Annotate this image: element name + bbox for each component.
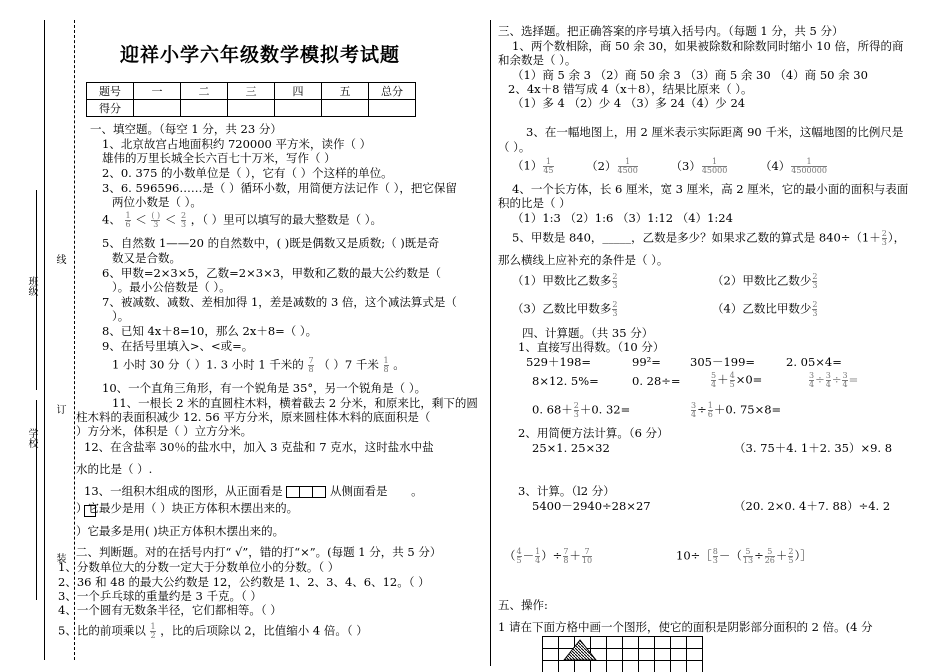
numerator: 4 [729, 371, 735, 380]
choice-5a [512, 230, 905, 247]
question-2: 2、0. 375 的小数单位是（ ），它有（ ）个这样的单位。 [102, 166, 393, 180]
numerator: 2 [788, 547, 794, 556]
fraction [543, 158, 553, 175]
denominator: 45 [543, 166, 554, 175]
fraction [842, 372, 847, 389]
question-3b: 两位小数是（ ）。 [112, 195, 202, 209]
fraction [384, 357, 389, 374]
drawing-grid[interactable] [542, 636, 703, 672]
expr-part: 10÷［ [676, 548, 712, 563]
calc-3b: （20. 2×0. 4＋7. 88）÷4. 2 [734, 499, 891, 513]
question-13a [84, 484, 423, 498]
q9-part-c: 。 [393, 357, 405, 372]
calc-1-row2b: 0. 28÷= [632, 374, 681, 388]
question-11b: 柱木料的表面积减少 12. 56 平方分米，原来圆柱体木料的底面积是（ [76, 410, 431, 424]
expr-part: －（ [718, 548, 742, 563]
q9-part-a: 1 小时 30 分（ ）1. 3 小时 1 千米的 [112, 357, 304, 372]
c5-opt3: （3）乙数比甲数多 [512, 301, 612, 316]
fraction [882, 230, 887, 247]
denominator: 45000 [701, 166, 728, 175]
calc-1-row3a [532, 402, 630, 419]
score-header-cell: 题号 [87, 83, 134, 100]
j5-suffix: ，比的后项除以 2，比值缩小 4 倍。（ ） [160, 623, 368, 638]
question-10: 10、一个直角三角形，有一个锐角是 35°，另一个锐角是（ ）。 [102, 381, 427, 395]
c5-text: 5、甲数是 840，_____，乙数是多少？如果求乙数的算式是 840÷（1＋ [512, 230, 881, 245]
class-label: 班级 [26, 276, 37, 296]
choice-4-options: （1）1:3 （2）1:6 （3）1:12 （4）1:24 [512, 211, 733, 225]
divide: ÷ [831, 372, 842, 387]
denominator: 4500 [617, 166, 638, 175]
numerator: 5 [743, 548, 753, 557]
denominator: 4 [809, 380, 815, 389]
question-13d: ）它最少是用（ ）块正方体积木摆出来的。 [76, 501, 299, 515]
q13-end: 。 [411, 484, 423, 498]
score-header-row [87, 83, 416, 100]
question-13e: ）它最多是用( )块正方体积木摆出来的。 [76, 524, 285, 538]
cube-front-view [299, 486, 313, 498]
numerator: 1 [702, 158, 727, 167]
denominator: 8 [308, 365, 314, 374]
denominator: 4 [691, 410, 697, 419]
question-4 [102, 212, 382, 229]
c5-opt1: （1）甲数比乙数多 [512, 273, 612, 288]
fraction [308, 357, 313, 374]
score-header-cell: 一 [134, 83, 181, 100]
denominator: 3 [812, 309, 818, 318]
plus: ＋ [775, 548, 788, 563]
numerator: 3 [842, 371, 848, 380]
ding-label: 订 [54, 404, 65, 414]
numerator: 2 [881, 229, 887, 238]
score-cell[interactable] [275, 100, 322, 117]
question-7b: ）。 [112, 309, 130, 323]
score-row [87, 100, 416, 117]
choice-1-options: （1）商 5 余 3 （2）商 50 余 3 （3）商 5 余 30 （4）商 50 余 30 [512, 68, 868, 82]
choice-4a: 4、一个长方体，长 6 厘米，宽 3 厘米，高 2 厘米，它的最小面的面积与表面 [512, 182, 909, 196]
question-12a: 12、在含盐率 30％的盐水中，加入 3 克盐和 7 克水，这时盐水中盐 [84, 440, 434, 454]
calc-3d [676, 548, 812, 565]
question-9-items [112, 357, 405, 374]
times-zero: ×0= [735, 372, 763, 387]
shaded-triangle [542, 636, 702, 672]
denominator: 8 [383, 365, 389, 374]
cube-front-view [286, 486, 300, 498]
equals: = [848, 372, 859, 387]
numerator: 1 [618, 158, 638, 167]
q9-part-b: （ ）7 千米 [318, 357, 379, 372]
choice-5-option-1 [512, 273, 618, 290]
column-divider [490, 20, 491, 666]
calc-1-row2d [808, 372, 858, 389]
numerator: 2 [612, 272, 618, 281]
denominator: 3 [181, 220, 187, 229]
minus: － [522, 548, 535, 563]
denominator: 5 [729, 380, 735, 389]
denominator: 5 [788, 556, 794, 565]
denominator: 3 [153, 220, 159, 229]
less-than: ＜ [135, 212, 147, 227]
question-1b: 雄伟的万里长城全长六百七十万米，写作（ ） [102, 151, 336, 165]
denominator: 3 [712, 556, 718, 565]
fraction [563, 548, 568, 565]
calc-1-row3b [690, 402, 781, 419]
section-4-heading: 四、计算题。（共 35 分） [522, 326, 654, 340]
calc-1-row2c [710, 372, 762, 389]
denominator: 4 [825, 380, 831, 389]
numerator: 1 [535, 547, 541, 556]
numerator: 3 [825, 371, 831, 380]
section-3-heading: 三、选择题。把正确答案的序号填入括号内。（每题 1 分，共 5 分） [498, 24, 844, 38]
fraction [150, 623, 155, 640]
c3-opt3: （3） [670, 158, 701, 173]
choice-5-option-2 [712, 273, 818, 290]
question-11c: ）方分米，体积是（ ）立方分米。 [76, 424, 253, 438]
c5-opt4: （4）乙数比甲数少 [712, 301, 812, 316]
denominator: 26 [764, 556, 775, 565]
fraction [582, 548, 592, 565]
section-5-heading: 五、操作: [498, 598, 548, 612]
question-5a: 5、自然数 1——20 的自然数中，( )既是偶数又是质数;（ )既是奇 [102, 236, 440, 250]
score-row-label: 得分 [87, 100, 134, 117]
score-cell[interactable] [322, 100, 369, 117]
denominator: 3 [881, 238, 887, 247]
fraction [812, 301, 817, 318]
denominator: 3 [612, 281, 618, 290]
question-6a: 6、甲数=2×3×5，乙数=2×3×3，甲数和乙数的最大公约数是（ [102, 266, 442, 280]
j5-prefix: 5、比的前项乘以 [58, 623, 146, 638]
question-3a: 3、6. 596596……是（ ）循环小数，用简便方法记作（ ），把它保留 [102, 181, 457, 195]
fraction [826, 372, 831, 389]
judge-4: 4、一个圆有无数条半径，它们都相等。（ ） [58, 603, 282, 617]
numerator: 1 [383, 356, 389, 365]
calc-1-row1a: 529＋198= [526, 355, 592, 369]
choice-5b: 那么横线上应补充的条件是（ ）。 [498, 253, 669, 267]
question-12b: 水的比是（ ）. [76, 462, 153, 476]
numerator: 2 [812, 272, 818, 281]
denominator: 3 [612, 309, 618, 318]
calc-3-heading: 3、计算。（l2 分） [518, 484, 615, 498]
fraction [743, 548, 753, 565]
score-header-cell: 四 [275, 83, 322, 100]
question-6b: ）。最小公倍数是（ ）。 [112, 280, 231, 294]
choice-3-options [512, 158, 828, 175]
fraction [702, 158, 727, 175]
expr-part: ＋0. 32= [579, 402, 631, 417]
choice-5-option-3 [512, 301, 618, 318]
choice-5-option-4 [712, 301, 818, 318]
plus: ＋ [569, 548, 581, 563]
denominator: 4500000 [791, 166, 827, 175]
fraction [708, 402, 713, 419]
c3-opt2: （2） [586, 158, 617, 173]
less-than: ＜ [164, 212, 177, 227]
numerator: 5 [765, 548, 775, 557]
calc-3a: 5400－2940÷28×27 [532, 499, 651, 513]
numerator: 2 [612, 300, 618, 309]
calc-2a: 25×1. 25×32 [532, 441, 610, 455]
numerator: 2 [573, 401, 579, 410]
section-2-heading: 二、判断题。对的在括号内打“ √”，错的打“×”。(每题 1 分，共 5 分） [76, 545, 442, 559]
denominator: 10 [581, 556, 593, 565]
choice-3a: 3、在一幅地图上，用 2 厘米表示实际距离 90 千米，这幅地图的比例尺是 [526, 125, 904, 139]
choice-2-options: （1）多 4 （2）少 4 （3）多 24（4）少 24 [512, 96, 746, 110]
question-11a: 11、一根长 2 米的直圆柱木料，横着截去 2 分米，和原来比，剩下的圆 [112, 396, 478, 410]
choice-4b: 积的比是（ ） [498, 196, 571, 210]
fraction [730, 372, 735, 389]
score-cell[interactable] [181, 100, 228, 117]
choice-1a: 1、两个数相除，商 50 余 30，如果被除数和除数同时缩小 10 倍，所得的商 [512, 39, 904, 53]
question-8: 8、已知 4x＋8=10，那么 2x＋8=（ ）。 [102, 324, 318, 338]
question-9: 9、在括号里填入>、<或=。 [102, 339, 254, 353]
numerator: 3 [809, 371, 815, 380]
fraction [517, 548, 522, 565]
fraction [618, 158, 638, 175]
numerator: 1 [543, 158, 553, 167]
expr-part: ＋0. 75×8= [713, 402, 782, 417]
question-7: 7、被减数、减数、差相加得 1，差是减数的 3 倍，这个减法算式是（ [102, 295, 457, 309]
divide: ÷ [697, 402, 707, 417]
denominator: 6 [707, 410, 713, 419]
expr-part: ）］ [794, 548, 812, 563]
expr-part: （ [504, 548, 516, 563]
divide: ÷ [815, 372, 825, 387]
choice-3b: （ ）。 [498, 140, 531, 154]
choice-1b: 和余数是（ ）。 [498, 53, 577, 67]
denominator: 6 [125, 220, 131, 229]
choice-2: 2、4x＋8 错写成 4（x＋8），结果比原来（ ）。 [508, 82, 753, 96]
score-header-cell: 三 [228, 83, 275, 100]
score-header-cell: 五 [322, 83, 369, 100]
calc-2b: （3. 75＋4. 1＋2. 35）×9. 8 [734, 441, 893, 455]
calc-3c [504, 548, 593, 565]
divide: ÷ [754, 548, 764, 563]
zhuang-label: 装 [54, 553, 65, 563]
fraction [809, 372, 814, 389]
judge-5 [58, 623, 368, 640]
denominator: 4 [842, 380, 848, 389]
section-1-heading: 一、填空题。（每空 1 分，共 23 分） [90, 122, 282, 136]
binding-line-outer [44, 20, 45, 660]
fraction [125, 212, 130, 229]
cube-front-view [312, 486, 326, 498]
numerator: 5 [711, 371, 717, 380]
q4-suffix: ，（ ）里可以填写的最大整数是（ ）。 [190, 212, 383, 227]
score-cell[interactable] [228, 100, 275, 117]
calc-1-row1d: 2. 05×4= [786, 355, 842, 369]
denominator: 4 [711, 380, 717, 389]
school-label: 学校 [26, 428, 37, 448]
calc-2-heading: 2、用简便方法计算。（6 分） [518, 426, 669, 440]
fraction [788, 548, 793, 565]
fraction [791, 158, 827, 175]
numerator: 7 [582, 548, 592, 557]
denominator: 13 [742, 556, 754, 565]
numerator: 1 [791, 158, 827, 167]
question-5b: 数又是合数。 [112, 251, 181, 265]
fraction [151, 212, 160, 229]
plus: ＋ [717, 372, 729, 387]
fraction [535, 548, 540, 565]
fraction [765, 548, 775, 565]
denominator: 3 [573, 410, 579, 419]
operation-1: 1 请在下面方格中画一个图形，使它的面积是阴影部分面积的 2 倍。(4 分 [498, 620, 873, 634]
page-title: 迎祥小学六年级数学模拟考试题 [120, 44, 401, 66]
score-table [86, 82, 416, 117]
numerator: 4 [516, 547, 522, 556]
judge-2: 2、36 和 48 的最大公约数是 12，公约数是 1、2、3、4、6、12。（ ） [58, 575, 430, 589]
denominator: 5 [516, 556, 522, 565]
c5-text-end: ）， [887, 230, 906, 245]
numerator: 2 [181, 211, 187, 220]
c3-opt1: （1） [512, 158, 543, 173]
score-header-cell: 二 [181, 83, 228, 100]
fraction [612, 273, 617, 290]
c3-opt4: （4） [759, 158, 791, 173]
denominator: 8 [563, 556, 569, 565]
fraction [713, 548, 718, 565]
q13-front-label: 13、一组积木组成的图形，从正面看是 [84, 484, 283, 498]
calc-1-row1c: 305－199= [690, 355, 756, 369]
judge-3: 3、一个乒乓球的重量约是 3 千克。（ ） [58, 589, 262, 603]
calc-1-heading: 1、直接写出得数。（10 分） [518, 340, 665, 354]
line-label: 线 [54, 254, 65, 264]
fraction [711, 372, 716, 389]
numerator: 7 [563, 547, 569, 556]
score-header-cell: 总分 [369, 83, 416, 100]
numerator: 3 [691, 401, 697, 410]
denominator: 2 [150, 631, 156, 640]
numerator: ( ) [151, 211, 161, 220]
numerator: 1 [125, 211, 131, 220]
expr-part: ）÷ [541, 548, 563, 563]
score-cell[interactable] [369, 100, 416, 117]
fraction [612, 301, 617, 318]
fraction [181, 212, 186, 229]
numerator: 7 [308, 356, 314, 365]
numerator: 8 [712, 547, 718, 556]
calc-1-row2a: 8×12. 5%= [532, 374, 599, 388]
numerator: 1 [707, 401, 713, 410]
numerator: 2 [812, 300, 818, 309]
q13-side-label: 从侧面看是 [329, 484, 388, 498]
denominator: 3 [812, 281, 818, 290]
q4-prefix: 4、 [102, 212, 121, 227]
numerator: 1 [150, 622, 156, 631]
c5-opt2: （2）甲数比乙数少 [712, 273, 812, 288]
fraction [574, 402, 579, 419]
question-1a: 1、北京故宫占地面积约 720000 平方米，读作（ ） [102, 137, 372, 151]
judge-1: 1、分数单位大的分数一定大于分数单位小的分数。（ ） [58, 560, 340, 574]
fraction [691, 402, 696, 419]
score-cell[interactable] [134, 100, 181, 117]
expr-part: 0. 68＋ [532, 402, 573, 417]
fraction [812, 273, 817, 290]
denominator: 4 [535, 556, 541, 565]
calc-1-row1b: 99²= [632, 355, 661, 369]
